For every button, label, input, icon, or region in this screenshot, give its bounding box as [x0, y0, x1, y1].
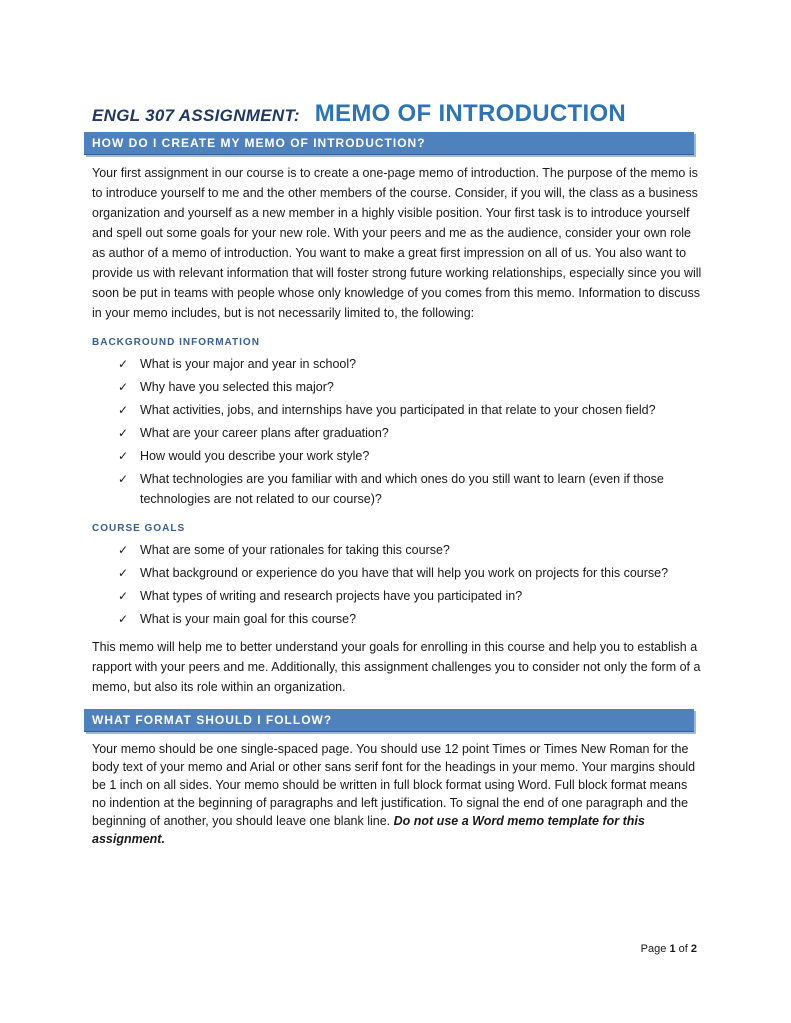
section-heading-create: HOW DO I CREATE MY MEMO OF INTRODUCTION? — [84, 132, 694, 155]
check-icon: ✓ — [118, 566, 129, 580]
format-emphasis: Do not use a Word memo template for this assignment. — [92, 814, 645, 846]
list-item: ✓ What technologies are you familiar with and which ones do you still want to learn (even if those technologies are not related to our course)? — [118, 469, 704, 509]
goals-list — [92, 540, 704, 629]
check-icon: ✓ — [118, 472, 129, 486]
page-number: Page 1 of 2 — [640, 943, 697, 955]
page-title — [92, 92, 704, 132]
list-item: ✓ What types of writing and research projects have you participated in? — [118, 586, 704, 606]
subheading-course-goals: COURSE GOALS — [92, 523, 186, 534]
check-icon: ✓ — [118, 612, 129, 626]
background-list — [92, 354, 704, 509]
closing-paragraph: This memo will help me to better understand your goals for enrolling in this course and help you to establish a rapport with your peers and me. Additionally, this assignment challenges you to consider not only the form of a memo, but also its role within an organization. — [92, 640, 701, 694]
intro-paragraph: Your first assignment in our course is to create a one-page memo of introduction. The purpose of the memo is to introduce yourself to me and the other members of the course. Consider, if you will, the class as a business organization and yourself as a new member in a highly visible position. Your first task is to introduce yourself and spell out some goals for your new role. With your peers and me as the audience, consider your own role as author of a memo of introduction. You want to make a great first impression on all of us. You also want to provide us with relevant information that will foster strong future working relationships, especially since you will soon be put in teams with people whose only knowledge of you comes from this memo. Information to discuss in your memo includes, but is not necessarily limited to, the following: — [92, 166, 702, 320]
list-item: ✓ What background or experience do you have that will help you work on projects for this course? — [118, 563, 704, 583]
check-icon: ✓ — [118, 543, 129, 557]
check-icon: ✓ — [118, 380, 129, 394]
list-item: ✓ What is your main goal for this course? — [118, 609, 704, 629]
document-page — [92, 92, 704, 848]
check-icon: ✓ — [118, 357, 129, 371]
check-icon: ✓ — [118, 426, 129, 440]
check-icon: ✓ — [118, 403, 129, 417]
subheading-background: BACKGROUND INFORMATION — [92, 337, 260, 348]
check-icon: ✓ — [118, 589, 129, 603]
format-body: Your memo should be one single-spaced page. You should use 12 point Times or Times New Roman for the body text of your memo and Arial or other sans serif font for the headings in your memo. Your margins should be 1 inch on all sides. Your memo should be written in full block format using Word. Full block format means no indention at the beginning of paragraphs and left justification. To signal the end of one paragraph and the beginning of another, you should leave one blank line. — [92, 742, 696, 828]
format-paragraph — [92, 740, 704, 848]
title-prefix: ENGL 307 ASSIGNMENT: — [92, 106, 300, 125]
section-heading-format: WHAT FORMAT SHOULD I FOLLOW? — [84, 709, 694, 732]
list-item: ✓ What are your career plans after graduation? — [118, 423, 704, 443]
check-icon: ✓ — [118, 449, 129, 463]
list-item: ✓ What activities, jobs, and internships have you participated in that relate to your chosen field? — [118, 400, 704, 420]
title-main: MEMO OF INTRODUCTION — [314, 100, 627, 127]
list-item: ✓ How would you describe your work style? — [118, 446, 704, 466]
list-item: ✓ What is your major and year in school? — [118, 354, 704, 374]
list-item: ✓ What are some of your rationales for taking this course? — [118, 540, 704, 560]
list-item: ✓ Why have you selected this major? — [118, 377, 704, 397]
